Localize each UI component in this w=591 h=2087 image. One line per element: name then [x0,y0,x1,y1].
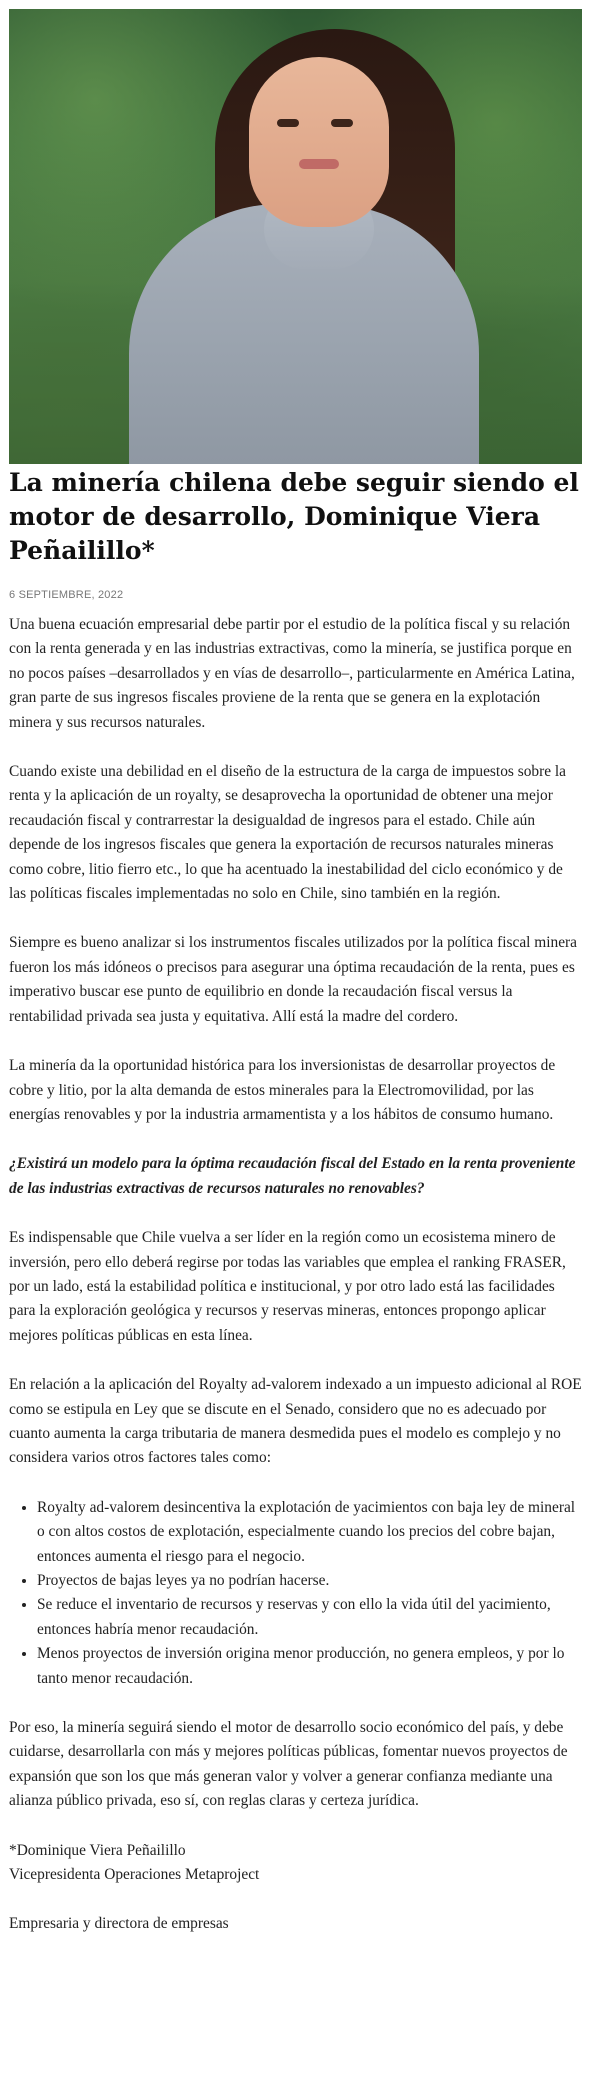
paragraph: Es indispensable que Chile vuelva a ser líder en la región como un ecosistema minero de inversión, pero ello deberá regirse por todas las variables que emplea el ranking FRASER, por un lado, está la estabilidad política e institucional, y por otro lado está las facilidades para la exploración geológica y recursos y reservas mineras, entonces propongo aplicar mejores políticas públicas en esta línea. [9,1229,566,1344]
article-title: La minería chilena debe seguir siendo el motor de desarrollo, Dominique Viera Peñailillo*￼ [9,468,579,565]
portrait-face [249,57,389,227]
portrait-eye-right [331,119,353,127]
portrait-eye-left [277,119,299,127]
paragraph: En relación a la aplicación del Royalty ad-valorem indexado a un impuesto adicional al ROE como se estipula en Ley que se discute en el Senado, considero que no es adecuado por cuanto aumenta la carga tributaria de manera desmedida pues el modelo es complejo y no considera varios otros factores tales como: [9,1376,582,1467]
factors-list [9,1496,582,1691]
conclusion-paragraph: Por eso, la minería seguirá siendo el motor de desarrollo socio económico del país, y debe cuidarse, desarrollarla con más y mejores políticas públicas, fomentar nuevos proyectos de expansión que son los que más generan valor y volver a generar confianza mediante una alianza público privada, eso sí, con reglas claras y certeza jurídica. [9,1719,568,1810]
list-item: • Proyectos de bajas leyes ya no podrían hacerse. [37,1569,582,1593]
article-date: 6 SEPTIEMBRE, 2022 [9,589,124,601]
paragraph: Cuando existe una debilidad en el diseño de la estructura de la carga de impuestos sobre la renta y la aplicación de un royalty, se desaprovecha la oportunidad de obtener una mejor recaudación fiscal y contrarrestar la desigualdad de ingresos para el estado. Chile aún depende de los ingresos fiscales que genera la exportación de recursos naturales mineras como cobre, litio fierro etc., lo que ha acentuado la inestabilidad del ciclo económico y de las políticas fiscales implementadas no solo en Chile, sino también en la región. [9,763,567,903]
question-heading: ¿Existirá un modelo para la óptima recaudación fiscal del Estado en la renta proveniente de las industrias extractivas de recursos naturales no renovables? [9,1155,576,1197]
list-item: • Menos proyectos de inversión origina menor producción, no genera empleos, y por lo tanto menor recaudación. [37,1642,582,1691]
author-role: Vicepresidenta Operaciones Metaproject [9,1866,260,1884]
portrait-smile [299,159,339,169]
paragraph: La minería da la oportunidad histórica para los inversionistas de desarrollar proyectos de cobre y litio, por la alta demanda de estos minerales para la Electromovilidad, por las energías renovables y por la industria armamentista y a los hábitos de consumo humano. [9,1057,556,1123]
paragraph: Siempre es bueno analizar si los instrumentos fiscales utilizados por la política fiscal minera fueron los más idóneos o precisos para asegurar una óptima recaudación de la renta, pues es imperativo buscar ese punto de equilibrio en donde la recaudación fiscal versus la rentabilidad privada sea justa y equitativa. Allí está la madre del cordero. [9,934,578,1025]
list-item: • Se reduce el inventario de recursos y reservas y con ello la vida útil del yacimiento, entonces habría menor recaudación. [37,1593,582,1642]
paragraph: Una buena ecuación empresarial debe partir por el estudio de la política fiscal y su relación con la renta generada y en las industrias extractivas, como la minería, se justifica porque en no pocos países –desarrollados y en vías de desarrollo–, particularmente en América Latina, gran parte de sus ingresos fiscales proviene de la renta que se genera en la explotación minera y sus recursos naturales. [9,616,575,731]
list-item: • Royalty ad-valorem desincentiva la explotación de yacimientos con baja ley de mineral o con altos costos de explotación, especialmente cuando los precios del cobre bajan, entonces aumenta el riesgo para el negocio. [37,1496,582,1569]
author-extra: Empresaria y directora de empresas [9,1915,229,1933]
article-hero-image [9,9,582,464]
article-body [9,613,582,1937]
author-name: *Dominique Viera Peñailillo [9,1841,186,1859]
